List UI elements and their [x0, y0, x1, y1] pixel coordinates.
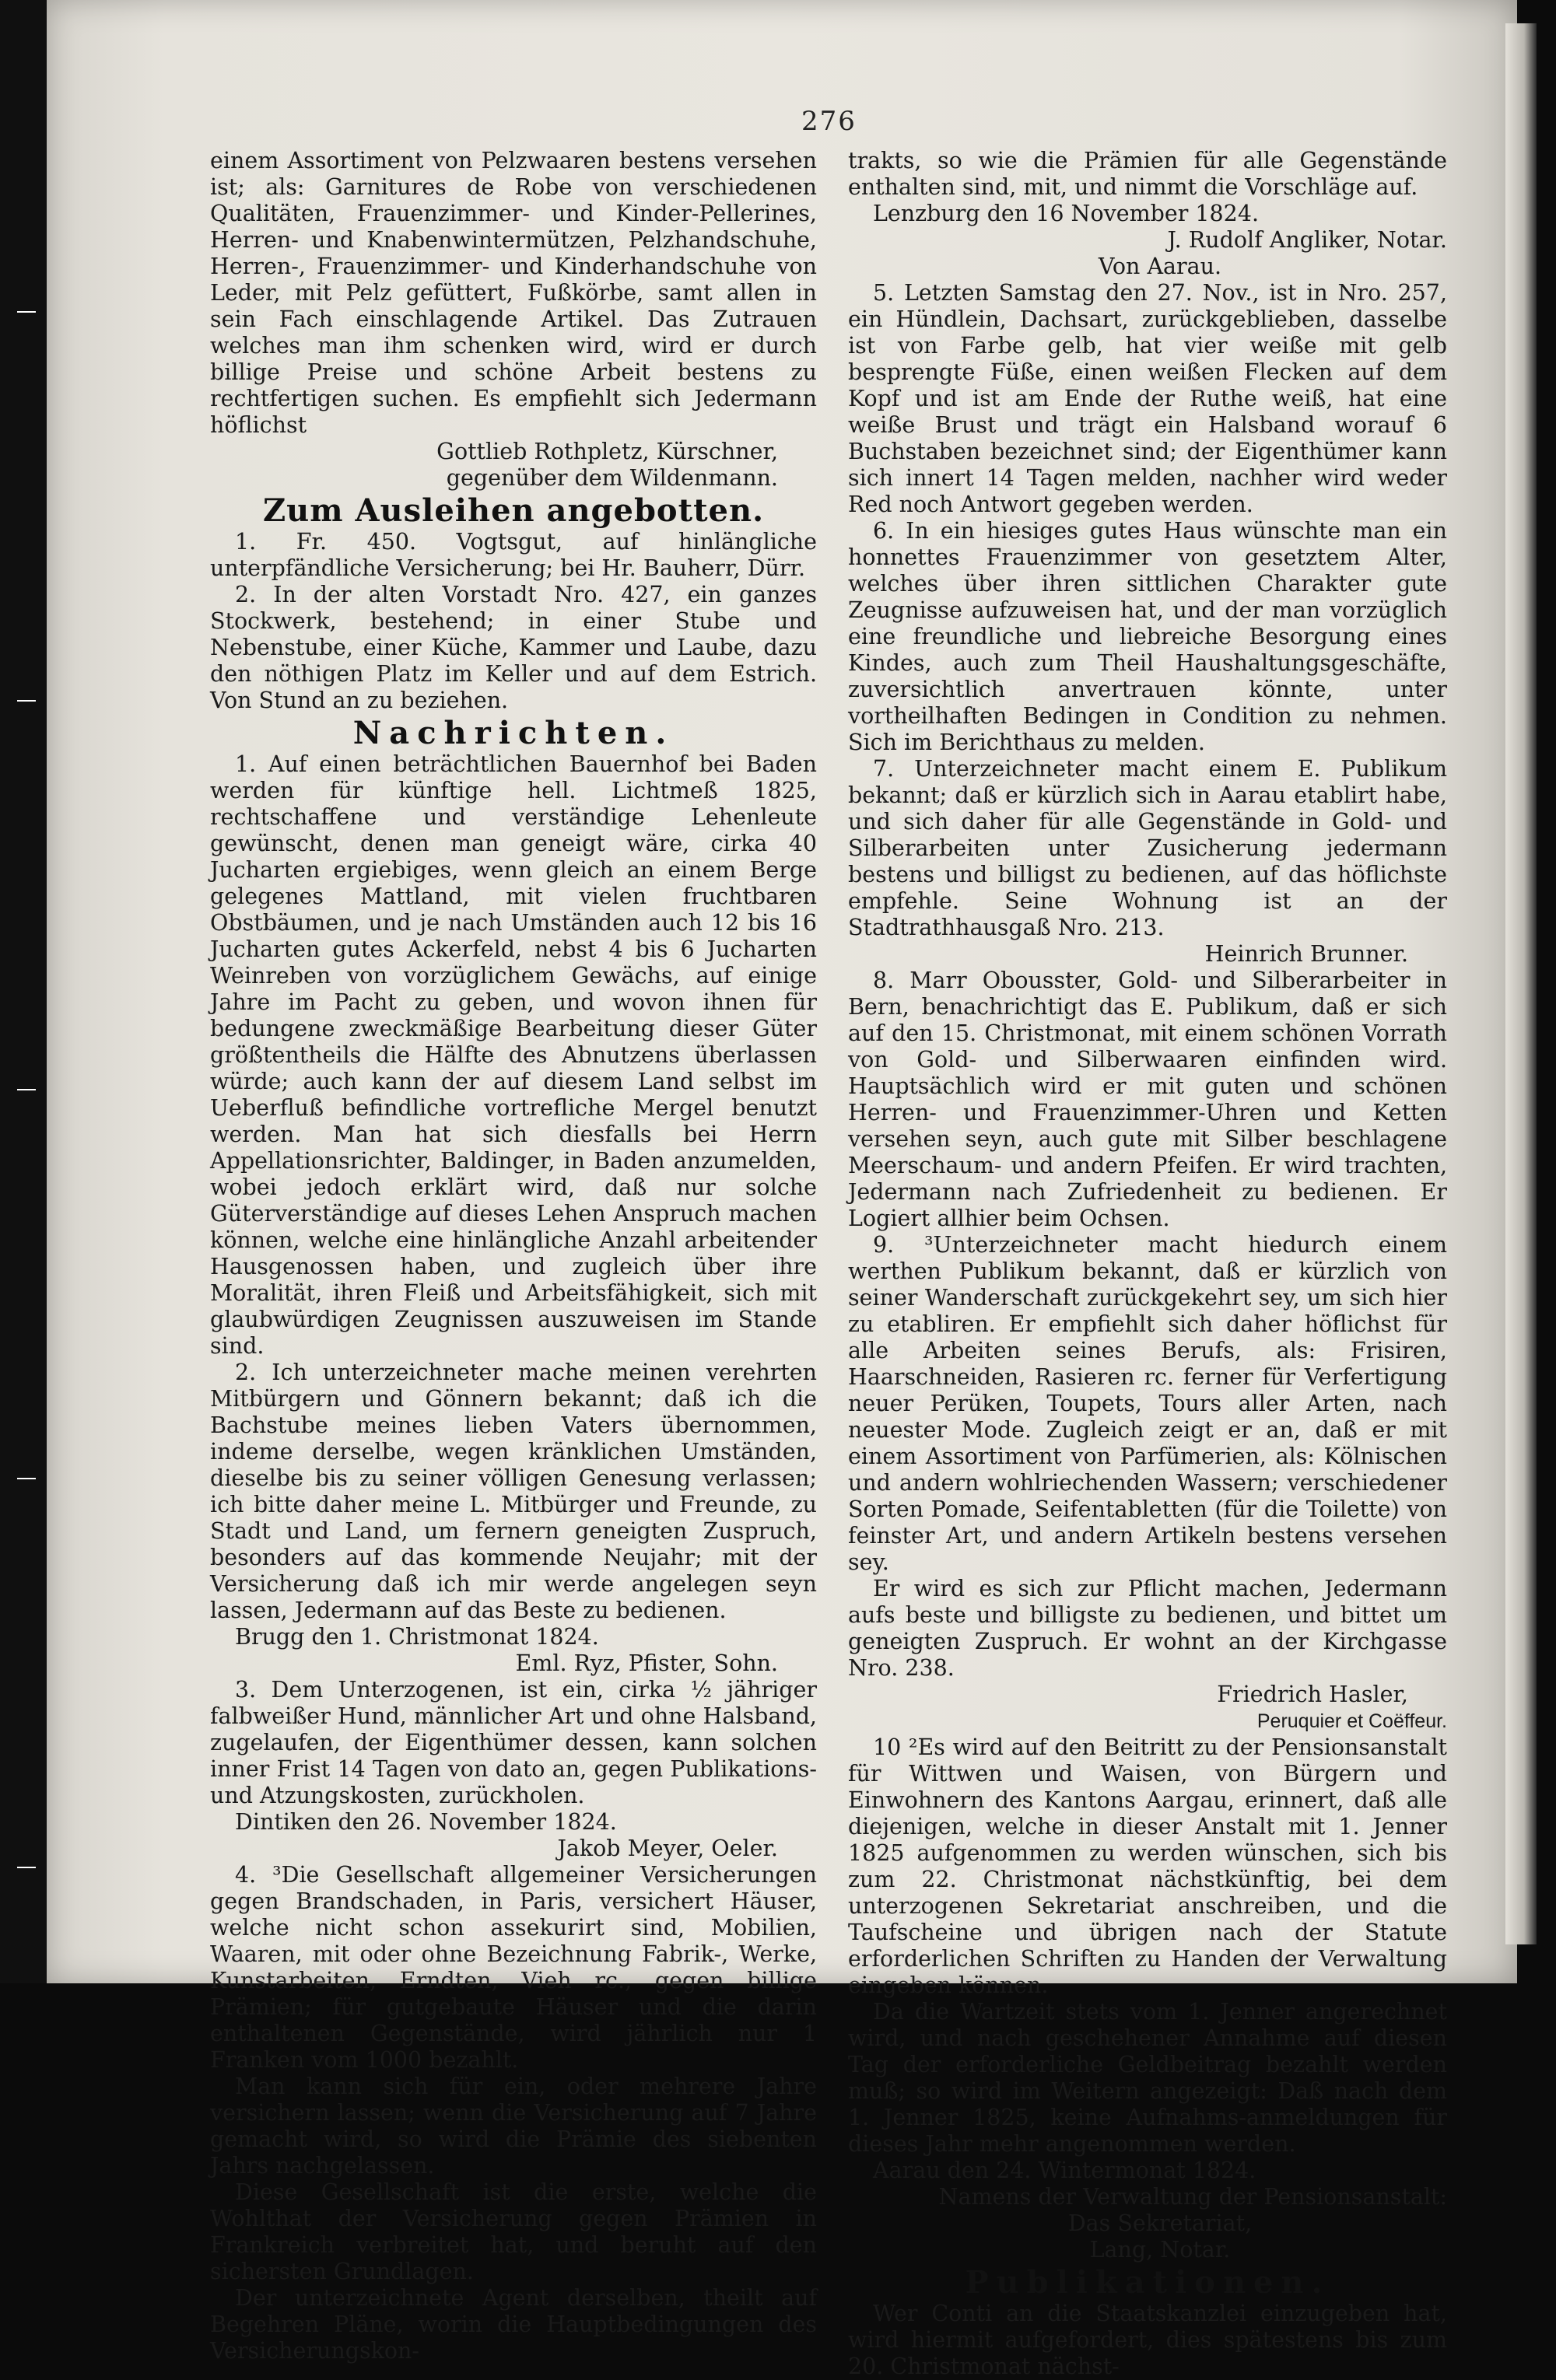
next-page-edge [1505, 23, 1537, 1944]
signature: Eml. Ryz, Pfister, Sohn. [515, 1650, 778, 1676]
notice-paragraph: 1. Fr. 450. Vogtsgut, auf hinlängliche unterpfändliche Versicherung; bei Hr. Bauherr, Dürr. [210, 529, 817, 581]
left-column [210, 148, 817, 2364]
signature-address: gegenüber dem Wildenmann. [446, 465, 778, 491]
notice-paragraph: 8. Marr Obousster, Gold- und Silberarbeiter in Bern, benachrichtigt das E. Publikum, daß er sich auf den 15. Christmonat, mit einem schönen Vorrath von Gold- und Silberwaaren einfinden wird. Hauptsächlich wird er mit guten und schönen Herren- und Frauenzimmer-Uhren und Ketten versehen seyn, auch gute mit Silber beschlagene Meerschaum- und andern Pfeifen. Er wird trachten, Jedermann nach Zufriedenheit zu bedienen. Er Logiert allhier beim Ochsen. [848, 968, 1447, 1231]
signature: Heinrich Brunner. [1204, 941, 1408, 967]
signature: Lang, Notar. [1089, 2237, 1231, 2263]
notice-paragraph: 6. In ein hiesiges gutes Haus wünschte man ein honnettes Frauenzimmer von gesetztem Alter, welches über ihren sittlichen Charakter gute Zeugnisse aufzuweisen hat, und der man vorzüglich eine freundliche und liebreiche Besorgung eines Kindes, auch zum Theil Haushaltungsgeschäfte, zuversichtlich anvertrauen könnte, unter vortheilhaften Bedingen in Condition zu nehmen. Sich im Berichthaus zu melden. [848, 518, 1447, 755]
notice-date: Lenzburg den 16 November 1824. [873, 201, 1260, 226]
notice-paragraph: 9. ³Unterzeichneter macht hiedurch einem werthen Publikum bekannt, daß er kürzlich von seiner Wanderschaft zurückgekehrt sey, um sich hier zu etabliren. Er empfiehlt sich daher höflichst für alle Arbeiten seines Berufs, als: Frisiren, Haarschneiden, Rasieren rc. ferner für Verfertigung neuer Perüken, Toupets, Tours aller Arten, nach neuester Mode. Zugleich zeigt er an, daß er mit einem Assortiment von Parfümerien, als: Kölnischen und andern wohlriechenden Wassern; verschiedener Sorten Pomade, Seifentabletten (für die Toilette) von feinster Art, und andern Artikeln bestens versehen sey. [848, 1232, 1447, 1575]
notice-paragraph: Man kann sich für ein, oder mehrere Jahre versichern lassen; wenn die Versicherung auf 7 Jahre gemacht wird, so wird die Prämie des siebenten Jahrs nachgelassen. [210, 2074, 817, 2179]
notice-paragraph: 2. Ich unterzeichneter mache meinen verehrten Mitbürgern und Gönnern bekannt; daß ich die Bachstube meines lieben Vaters übernommen, indeme derselbe, wegen kränklichen Umständen, dieselbe bis zu seiner völligen Genesung verlassen; ich bitte daher meine L. Mitbürger und Freunde, zu Stadt und Land, um fernern geneigten Zuspruch, besonders auf das kommende Neujahr; mit der Versicherung daß ich mir werde angelegen seyn lassen, Jedermann auf das Beste zu bedienen. [210, 1360, 817, 1623]
notice-paragraph: trakts, so wie die Prämien für alle Gegenstände enthalten sind, mit, und nimmt die Vorschläge auf. [848, 148, 1447, 200]
subheading-von-aarau: Von Aarau. [1098, 254, 1222, 279]
notice-date: Dintiken den 26. November 1824. [235, 1809, 617, 1835]
notice-paragraph: Der unterzeichnete Agent derselben, theilt auf Begehren Pläne, worin die Hauptbedingungen des Versicherungskon- [210, 2285, 817, 2364]
notice-paragraph: Diese Gesellschaft ist die erste, welche die Wohlthat der Versicherung gegen Prämien in Frankreich verbreitet hat, und beruht auf den sichersten Grundlagen. [210, 2179, 817, 2284]
scan-ruler [0, 0, 47, 1983]
signature: Gottlieb Rothpletz, Kürschner, [436, 439, 778, 464]
section-heading-ausleihen: Zum Ausleihen angebotten. [262, 492, 765, 529]
notice-paragraph: Er wird es sich zur Pflicht machen, Jedermann aufs beste und billigste zu bedienen, und bittet um geneigten Zuspruch. Er wohnt an der Kirchgasse Nro. 238. [848, 1576, 1447, 1681]
signature: Namens der Verwaltung der Pensionsanstalt: [938, 2184, 1447, 2210]
notice-paragraph: 1. Auf einen beträchtlichen Bauernhof bei Baden werden für künftige hell. Lichtmeß 1825, rechtschaffene und verständige Lehenleute gewünscht, denen man geneigt wäre, cirka 40 Jucharten ergiebiges, wenn gleich an einem Berge gelegenes Mattland, mit vielen fruchtbaren Obstbäumen, und je nach Umständen auch 12 bis 16 Jucharten gutes Ackerfeld, nebst 4 bis 6 Jucharten Weinreben von vorzüglichem Gewächs, auf einige Jahre im Pacht zu geben, und wovon ihnen für bedungene zweckmäßige Bearbeitung dieser Güter größtentheils die Hälfte des Abnutzens überlassen würde; auch kann der auf diesem Land selbst im Ueberfluß befindliche vortrefliche Mergel benutzt werden. Man hat sich diesfalls bei Herrn Appellationsrichter, Baldinger, in Baden anzumelden, wobei jedoch erklärt wird, daß nur solche Güterverständige auf dieses Lehen Anspruch machen können, welche eine hinlängliche Anzahl arbeitender Hausgenossen haben, und zugleich über ihre Moralität, ihren Fleiß und Arbeitsfähigkeit, sich mit glaubwürdigen Zeugnissen auszuweisen im Stande sind. [210, 751, 817, 1359]
notice-paragraph: Wer Conti an die Staatskanzlei einzugeben hat, wird hiermit aufgefordert, dies spätestens bis zum 20. Christmonat nächst- [848, 2301, 1447, 2379]
intro-paragraph: einem Assortiment von Pelzwaaren bestens versehen ist; als: Garnitures de Robe von verschiedenen Qualitäten, Frauenzimmer- und Kinder-Pellerines, Herren- und Knabenwintermützen, Pelzhandschuhe, Herren-, Frauenzimmer- und Kinderhandschuhe von Leder, mit Pelz gefüttert, Fußkörbe, samt allen in sein Fach einschlagende Artikel. Das Zutrauen welches man ihm schenken wird, wird er durch billige Preise und schöne Arbeit bestens zu rechtfertigen suchen. Es empfiehlt sich Jedermann höflichst [210, 148, 817, 438]
notice-paragraph: Da die Wartzeit stets vom 1. Jenner angerechnet wird, und nach geschehener Annahme auf diesen Tag der erforderliche Geldbeitrag bezahlt werden muß; so wird im Weitern angezeigt: Daß nach dem 1. Jenner 1825, keine Aufnahms-anmeldungen für dieses Jahr mehr angenommen werden. [848, 1999, 1447, 2157]
signature: J. Rudolf Angliker, Notar. [1167, 227, 1447, 253]
section-heading-publikationen: Publikationen. [965, 2264, 1330, 2301]
notice-date: Aarau den 24. Wintermonat 1824. [873, 2158, 1256, 2183]
signature: Jakob Meyer, Oeler. [557, 1836, 778, 1861]
notice-paragraph: 7. Unterzeichneter macht einem E. Publikum bekannt; daß er kürzlich sich in Aarau etablirt habe, und sich daher für alle Gegenstände in Gold- und Silberarbeiten unter Zusicherung jedermann bestens und billigst zu bedienen, auf das höflichste empfehle. Seine Wohnung ist an der Stadtrathhausgaß Nro. 213. [848, 756, 1447, 940]
notice-paragraph: 3. Dem Unterzogenen, ist ein, cirka ½ jähriger falbweißer Hund, männlicher Art und ohne Halsband, zugelaufen, der Eigenthümer dessen, kann solchen inner Frist 14 Tagen von dato an, gegen Publikations- und Atzungskosten, zurückholen. [210, 1677, 817, 1808]
signature: Das Sekretariat, [1067, 2210, 1253, 2236]
notice-paragraph: 10 ²Es wird auf den Beitritt zu der Pensionsanstalt für Wittwen und Waisen, von Bürgern und Einwohnern des Kantons Aargau, erinnert, daß alle diejenigen, welche in dieser Anstalt mit 1. Jenner 1825 aufgenommen zu werden wünschen, sich bis zum 22. Christmonat nächstkünftig, bei dem unterzogenen Sekretariat anschreiben, und die Taufscheine und übrigen nach der Statute erforderlichen Schriften zu Handen der Verwaltung eingeben können. [848, 1734, 1447, 1998]
signature: Friedrich Hasler, [1217, 1682, 1408, 1707]
right-column [848, 148, 1447, 2380]
notice-paragraph: 4. ³Die Gesellschaft allgemeiner Versicherungen gegen Brandschaden, in Paris, versichert Häuser, welche nicht schon assekurirt sind, Mobilien, Waaren, mit oder ohne Bezeichnung Fabrik-, Werke, Kunstarbeiten, Erndten, Vieh rc., gegen billige Prämien; für gutgebaute Häuser und die darin enthaltenen Gegenstände, wird jährlich nur 1 Franken vom 1000 bezahlt. [210, 1862, 817, 2073]
signature-title: Peruquier et Coëffeur. [1256, 1710, 1447, 1732]
section-heading-nachrichten: Nachrichten. [352, 715, 675, 751]
notice-date: Brugg den 1. Christmonat 1824. [235, 1624, 599, 1650]
page-number: 276 [801, 106, 857, 137]
notice-paragraph: 2. In der alten Vorstadt Nro. 427, ein ganzes Stockwerk, bestehend; in einer Stube und Nebenstube, einer Küche, Kammer und Laube, dazu den nöthigen Platz im Keller und auf dem Estrich. Von Stund an zu beziehen. [210, 582, 817, 713]
notice-paragraph: 5. Letzten Samstag den 27. Nov., ist in Nro. 257, ein Hündlein, Dachsart, zurückgeblieben, dasselbe ist von Farbe gelb, hat vier weiße mit gelb besprengte Füße, einen weißen Flecken auf dem Kopf und ist am Ende der Ruthe weiß, hat eine weiße Brust und trägt ein Halsband worauf 6 Buchstaben bezeichnet sind; der Eigenthümer kann sich innert 14 Tagen melden, nachher wird weder Red noch Antwort gegeben werden. [848, 280, 1447, 517]
